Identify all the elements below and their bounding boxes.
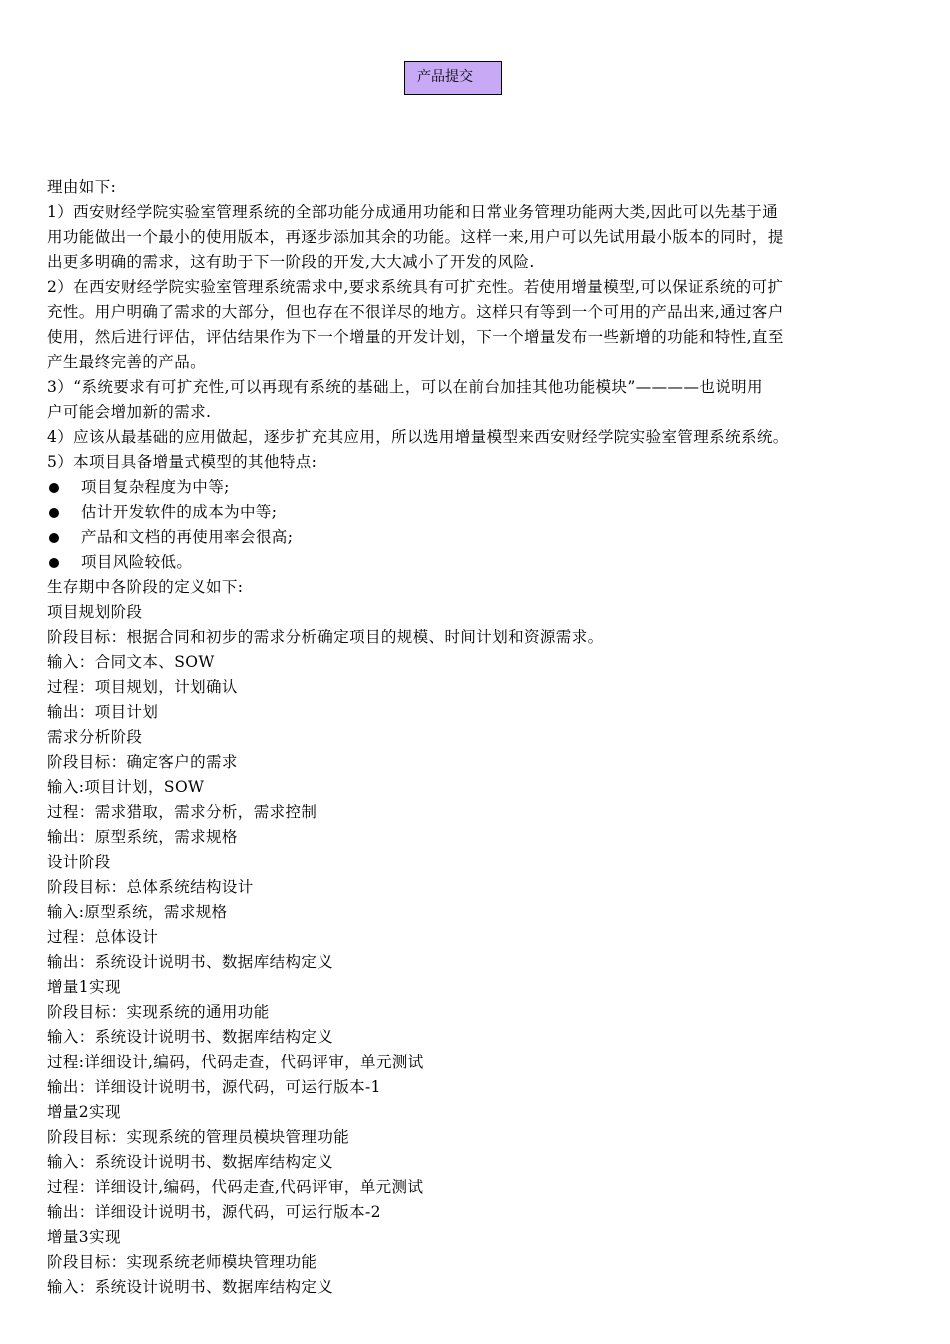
text-line: 阶段目标：根据合同和初步的需求分析确定项目的规模、时间计划和资源需求。 <box>47 628 604 646</box>
product-submit-box <box>404 61 502 95</box>
text-line: 输入：系统设计说明书、数据库结构定义 <box>47 1278 334 1296</box>
text-line: 输入:原型系统，需求规格 <box>47 903 228 921</box>
bullet-text: 估计开发软件的成本为中等; <box>81 503 278 521</box>
text-line: 输出：详细设计说明书，源代码，可运行版本-1 <box>47 1078 381 1096</box>
bullet-dot-icon <box>49 483 59 493</box>
text-line: 设计阶段 <box>47 853 111 871</box>
text-line: 输入：合同文本、SOW <box>47 653 215 671</box>
text-line: 输出：系统设计说明书、数据库结构定义 <box>47 953 334 971</box>
bullet-item <box>47 500 905 525</box>
text-line: 理由如下: <box>47 178 117 196</box>
text-line: 过程:详细设计,编码，代码走查，代码评审，单元测试 <box>47 1053 424 1071</box>
text-line: 过程：需求猎取，需求分析，需求控制 <box>47 803 318 821</box>
text-line: 需求分析阶段 <box>47 728 143 746</box>
text-line: 增量3实现 <box>47 1228 121 1246</box>
text-line: 输入：系统设计说明书、数据库结构定义 <box>47 1028 334 1046</box>
text-line: 输出：详细设计说明书，源代码，可运行版本-2 <box>47 1203 381 1221</box>
text-line: 产生最终完善的产品。 <box>47 353 207 371</box>
text-line: 2）在西安财经学院实验室管理系统需求中,要求系统具有可扩充性。若使用增量模型,可以保证系统的可扩 <box>47 278 784 296</box>
text-line: 增量1实现 <box>47 978 121 996</box>
text-line: 用功能做出一个最小的使用版本，再逐步添加其余的功能。这样一来,用户可以先试用最小版本的同时，提 <box>47 228 784 246</box>
bullet-dot-icon <box>49 558 59 568</box>
text-line: 阶段目标：实现系统老师模块管理功能 <box>47 1253 318 1271</box>
text-line: 项目规划阶段 <box>47 603 143 621</box>
text-line: 4）应该从最基础的应用做起，逐步扩充其应用，所以选用增量模型来西安财经学院实验室管理系统系统。 <box>47 428 789 446</box>
text-line: 1）西安财经学院实验室管理系统的全部功能分成通用功能和日常业务管理功能两大类,因此可以先基于通 <box>47 203 779 221</box>
text-line: 过程：详细设计,编码，代码走查,代码评审，单元测试 <box>47 1178 424 1196</box>
text-line: 生存期中各阶段的定义如下: <box>47 578 244 596</box>
bullet-dot-icon <box>49 533 59 543</box>
text-line: 过程：总体设计 <box>47 928 159 946</box>
bullet-item <box>47 550 905 575</box>
text-line: 阶段目标：总体系统结构设计 <box>47 878 254 896</box>
text-line: 输出：项目计划 <box>47 703 159 721</box>
bullet-item <box>47 525 905 550</box>
text-line: 充性。用户明确了需求的大部分，但也存在不很详尽的地方。这样只有等到一个可用的产品出来,通过客户 <box>47 303 784 321</box>
bullet-text: 项目风险较低。 <box>81 553 193 571</box>
text-line: 过程：项目规划，计划确认 <box>47 678 238 696</box>
text-line: 使用，然后进行评估，评估结果作为下一个增量的开发计划，下一个增量发布一些新增的功能和特性,直至 <box>47 328 784 346</box>
product-submit-label: 产品提交 <box>417 69 473 85</box>
text-line: 5）本项目具备增量式模型的其他特点: <box>47 453 318 471</box>
text-line: 阶段目标：确定客户的需求 <box>47 753 238 771</box>
text-line: 阶段目标：实现系统的管理员模块管理功能 <box>47 1128 350 1146</box>
bullet-text: 项目复杂程度为中等; <box>81 478 230 496</box>
text-line: 输出：原型系统，需求规格 <box>47 828 238 846</box>
text-line: 增量2实现 <box>47 1103 121 1121</box>
document-body <box>47 175 905 1300</box>
text-line: 出更多明确的需求，这有助于下一阶段的开发,大大减小了开发的风险. <box>47 253 535 271</box>
text-line: 3）“系统要求有可扩充性,可以再现有系统的基础上，可以在前台加挂其他功能模块”————也说明用 <box>47 378 763 396</box>
text-line: 输入：系统设计说明书、数据库结构定义 <box>47 1153 334 1171</box>
bullet-item <box>47 475 905 500</box>
bullet-dot-icon <box>49 508 59 518</box>
text-line: 阶段目标：实现系统的通用功能 <box>47 1003 270 1021</box>
text-line: 户可能会增加新的需求. <box>47 403 212 421</box>
text-line: 输入:项目计划，SOW <box>47 778 205 796</box>
bullet-text: 产品和文档的再使用率会很高; <box>81 528 294 546</box>
